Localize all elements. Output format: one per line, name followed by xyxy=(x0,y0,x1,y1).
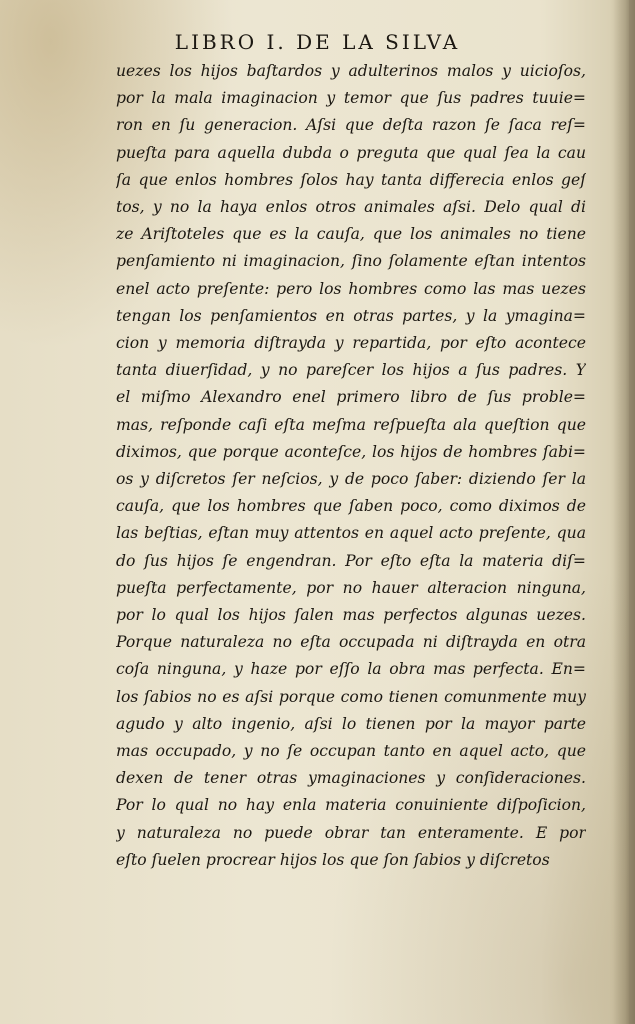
text-line: cauſa, que los hombres que ſaben poco, como diximos de xyxy=(116,497,586,516)
text-line: por lo qual los hijos ſalen mas perfectos algunas uezes. xyxy=(116,606,586,625)
text-line: coſa ninguna, y haze por eſſo la obra mas perfecta. En= xyxy=(116,660,586,679)
text-line: dexen de tener otras ymaginaciones y conſideraciones. xyxy=(116,769,586,788)
text-line: pueſta perfectamente, por no hauer alteracion ninguna, xyxy=(116,578,586,597)
text-line: y naturaleza no puede obrar tan enteramente. E por xyxy=(116,823,586,842)
text-line: eſto ſuelen procrear hijos los que ſon ſabios y diſcretos xyxy=(116,850,550,869)
text-line: diximos, que porque aconteſce, los hijos de hombres ſabi= xyxy=(116,442,586,461)
text-line: los ſabios no es aſsi porque como tienen comunmente muy xyxy=(116,687,586,706)
running-head: LIBRO I. DE LA SILVA xyxy=(174,30,461,54)
text-line: ſa que enlos hombres ſolos hay tanta differecia enlos geſ xyxy=(116,170,586,189)
text-line: os y diſcretos ſer neſcios, y de poco ſaber: diziendo ſer la xyxy=(116,470,586,489)
text-line: pueſta para aquella dubda o preguta que qual ſea la cau xyxy=(116,143,586,162)
text-line: tanta diuerſidad, y no pareſcer los hijos a ſus padres. Y xyxy=(116,361,586,380)
text-line: mas, reſponde caſi eſta meſma reſpueſta ala queſtion que xyxy=(116,415,586,434)
text-line: ze Ariſtoteles que es la cauſa, que los animales no tiene xyxy=(116,225,586,244)
text-line: cion y memoria diſtrayda y repartida, por eſto acontece xyxy=(116,334,586,353)
text-line: Porque naturaleza no eſta occupada ni diſtrayda en otra xyxy=(116,633,586,652)
text-line: ron en ſu generacion. Aſsi que deſta razon ſe ſaca reſ= xyxy=(116,116,586,135)
text-line: las beſtias, eſtan muy attentos en aquel acto preſente, qua xyxy=(116,524,586,543)
body-text xyxy=(116,58,586,874)
text-line: uezes los hijos baſtardos y adulterinos malos y uicioſos, xyxy=(116,62,586,80)
text-line: agudo y alto ingenio, aſsi lo tienen por la mayor parte xyxy=(116,714,586,733)
text-line: mas occupado, y no ſe occupan tanto en aquel acto, que xyxy=(116,742,586,761)
text-line: tengan los penſamientos en otras partes, y la ymagina= xyxy=(116,306,586,325)
text-line: do ſus hijos ſe engendran. Por eſto eſta la materia diſ= xyxy=(116,551,586,570)
text-line: por la mala imaginacion y temor que ſus padres tuuie= xyxy=(116,89,586,108)
text-line: enel acto preſente: pero los hombres como las mas uezes xyxy=(116,279,586,298)
text-line: Por lo qual no hay enla materia conuiniente diſpoſicion, xyxy=(116,796,586,815)
text-line: tos, y no la haya enlos otros animales aſsi. Delo qual di xyxy=(116,198,586,217)
text-line: el miſmo Alexandro enel primero libro de ſus proble= xyxy=(116,388,586,407)
text-line: penſamiento ni imaginacion, ſino ſolamente eſtan intentos xyxy=(116,252,586,271)
page-edge xyxy=(629,0,635,1024)
